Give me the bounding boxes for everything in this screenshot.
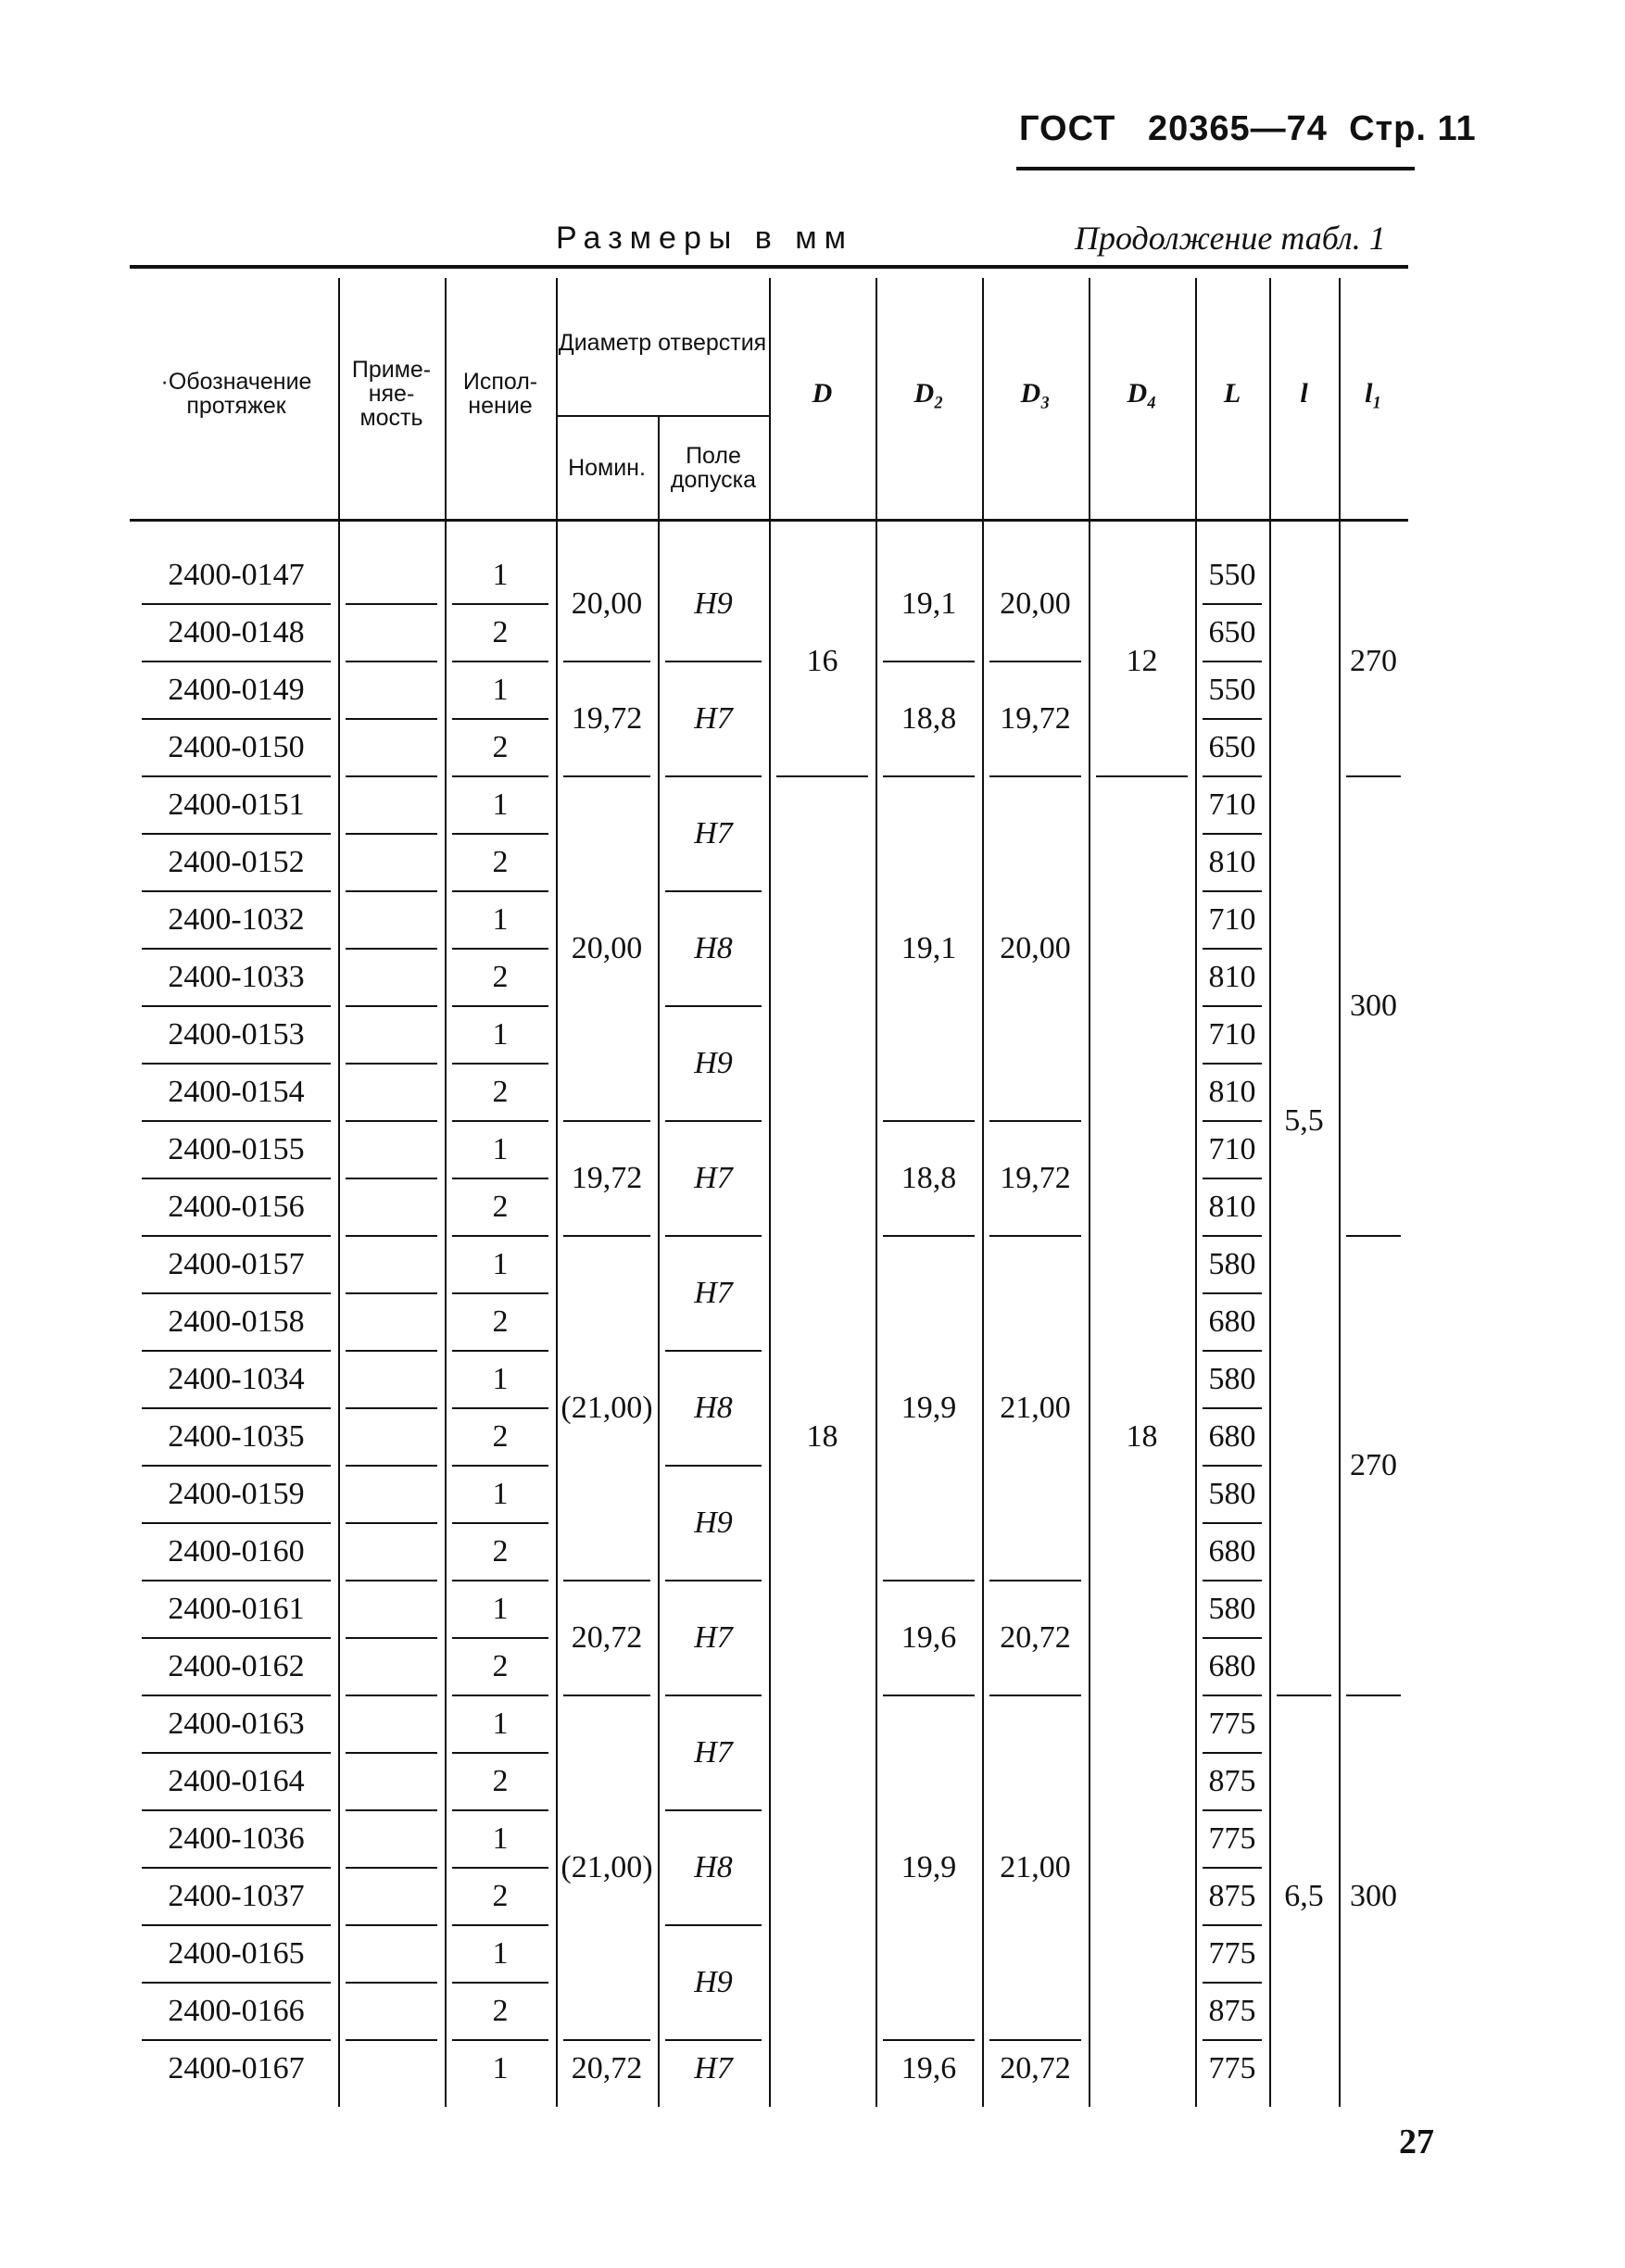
l1-merged-cell: 300	[1350, 1879, 1397, 1913]
header-D2: D₂	[913, 378, 944, 409]
length-L-cell: 550	[1208, 558, 1256, 592]
d-merged-cell: 16	[806, 644, 838, 678]
row-rule	[346, 1178, 437, 1179]
designation-cell: 2400-0167	[168, 2051, 305, 2085]
document-header	[1019, 109, 1477, 149]
d3-merged-cell: 20,72	[1000, 2051, 1071, 2085]
length-L-cell: 650	[1208, 615, 1256, 649]
tolerance-merged-cell: H7	[694, 816, 733, 850]
version-cell: 1	[492, 1477, 509, 1511]
page-label: Стр. 11	[1349, 109, 1477, 148]
header-version: Испол- нение	[462, 369, 538, 419]
row-rule	[346, 1982, 437, 1984]
row-rule	[346, 1120, 437, 1122]
standard-label: ГОСТ	[1019, 109, 1116, 148]
designation-cell: 2400-0161	[168, 1592, 305, 1626]
header-applicability: Приме- няе- мость	[351, 357, 432, 431]
designation-cell: 2400-0162	[168, 1649, 305, 1683]
length-L-cell: 875	[1208, 1879, 1256, 1913]
length-L-cell: 810	[1208, 960, 1256, 994]
d2-merged-cell: 19,1	[901, 931, 957, 965]
tolerance-merged-cell: H7	[694, 1620, 733, 1655]
row-rule	[346, 1063, 437, 1065]
length-L-cell: 680	[1208, 1304, 1256, 1339]
header-tolerance: Поле допуска	[670, 443, 757, 493]
length-L-cell: 550	[1208, 673, 1256, 707]
version-cell: 2	[492, 1190, 509, 1224]
tolerance-merged-cell: H7	[694, 701, 733, 736]
length-L-cell: 810	[1208, 845, 1256, 879]
designation-cell: 2400-0147	[168, 558, 305, 592]
row-rule	[346, 1350, 437, 1352]
row-rule	[346, 1867, 437, 1869]
d2-merged-cell: 19,6	[901, 1620, 957, 1655]
row-rule	[346, 1924, 437, 1926]
version-cell: 1	[492, 1362, 509, 1396]
row-rule	[346, 2039, 437, 2041]
tolerance-merged-cell: H9	[694, 1506, 733, 1540]
designation-cell: 2400-0163	[168, 1707, 305, 1741]
length-L-cell: 710	[1208, 1132, 1256, 1166]
d2-merged-cell: 19,9	[901, 1391, 957, 1425]
nominal-merged-cell: 19,72	[571, 1161, 643, 1195]
length-L-cell: 810	[1208, 1190, 1256, 1224]
row-rule	[346, 1235, 437, 1237]
designation-cell: 2400-0160	[168, 1534, 305, 1569]
row-rule	[346, 1407, 437, 1409]
length-L-cell: 810	[1208, 1075, 1256, 1109]
length-L-cell: 580	[1208, 1362, 1256, 1396]
d4-merged-cell: 18	[1126, 1419, 1158, 1454]
d3-merged-cell: 21,00	[1000, 1391, 1071, 1425]
row-rule	[346, 661, 437, 662]
header-hole-diameter: Диаметр отверстия	[558, 330, 767, 356]
row-rule	[346, 948, 437, 950]
version-cell: 2	[492, 1304, 509, 1339]
l-merged-cell: 5,5	[1284, 1103, 1324, 1138]
d3-merged-cell: 19,72	[1000, 1161, 1071, 1195]
version-cell: 1	[492, 673, 509, 707]
l1-merged-cell: 270	[1350, 1448, 1397, 1482]
length-L-cell: 775	[1208, 1821, 1256, 1856]
version-cell: 2	[492, 1994, 509, 2028]
l1-merged-cell: 300	[1350, 989, 1397, 1023]
designation-cell: 2400-1034	[168, 1362, 305, 1396]
version-cell: 2	[492, 1764, 509, 1798]
row-rule	[346, 1695, 437, 1696]
d3-merged-cell: 20,00	[1000, 586, 1071, 621]
length-L-cell: 710	[1208, 902, 1256, 937]
nominal-merged-cell: (21,00)	[561, 1391, 653, 1425]
tolerance-merged-cell: H9	[694, 586, 733, 621]
row-rule	[346, 1752, 437, 1754]
tolerance-merged-cell: H8	[694, 1391, 733, 1425]
designation-cell: 2400-0155	[168, 1132, 305, 1166]
d3-merged-cell: 20,72	[1000, 1620, 1071, 1655]
designation-cell: 2400-1032	[168, 902, 305, 937]
tolerance-merged-cell: H7	[694, 1735, 733, 1770]
d2-merged-cell: 18,8	[901, 1161, 957, 1195]
designation-cell: 2400-0164	[168, 1764, 305, 1798]
header-D4: D₄	[1127, 378, 1157, 409]
version-cell: 1	[492, 1936, 509, 1971]
version-cell: 1	[492, 1017, 509, 1052]
tolerance-merged-cell: H8	[694, 931, 733, 965]
version-cell: 2	[492, 1075, 509, 1109]
version-cell: 2	[492, 845, 509, 879]
designation-cell: 2400-0156	[168, 1190, 305, 1224]
nominal-merged-cell: (21,00)	[561, 1850, 653, 1884]
designation-cell: 2400-0159	[168, 1477, 305, 1511]
row-rule	[346, 1580, 437, 1581]
version-cell: 1	[492, 1707, 509, 1741]
designation-cell: 2400-0165	[168, 1936, 305, 1971]
tolerance-merged-cell: H7	[694, 2051, 733, 2085]
units-caption: Размеры в мм	[556, 220, 854, 256]
row-rule	[346, 1637, 437, 1639]
version-cell: 1	[492, 1247, 509, 1281]
row-rule	[346, 1005, 437, 1007]
designation-cell: 2400-0153	[168, 1017, 305, 1052]
column-separator	[338, 278, 340, 2107]
tolerance-merged-cell: H8	[694, 1850, 733, 1884]
nominal-merged-cell: 20,00	[571, 586, 643, 621]
length-L-cell: 775	[1208, 2051, 1256, 2085]
tolerance-merged-cell: H9	[694, 1046, 733, 1080]
designation-cell: 2400-1035	[168, 1419, 305, 1454]
version-cell: 1	[492, 1821, 509, 1856]
nominal-merged-cell: 20,72	[571, 1620, 643, 1655]
header-nominal: Номин.	[568, 455, 646, 481]
length-L-cell: 775	[1208, 1936, 1256, 1971]
length-L-cell: 580	[1208, 1477, 1256, 1511]
d2-merged-cell: 19,6	[901, 2051, 957, 2085]
designation-cell: 2400-0157	[168, 1247, 305, 1281]
length-L-cell: 775	[1208, 1707, 1256, 1741]
d3-merged-cell: 21,00	[1000, 1850, 1071, 1884]
l1-merged-cell: 270	[1350, 644, 1397, 678]
version-cell: 1	[492, 1592, 509, 1626]
row-rule	[346, 603, 437, 605]
version-cell: 1	[492, 902, 509, 937]
tolerance-merged-cell: H7	[694, 1276, 733, 1310]
designation-cell: 2400-0152	[168, 845, 305, 879]
designation-cell: 2400-0150	[168, 730, 305, 764]
length-L-cell: 875	[1208, 1994, 1256, 2028]
length-L-cell: 710	[1208, 1017, 1256, 1052]
header-rule	[1016, 167, 1415, 170]
d2-merged-cell: 19,9	[901, 1850, 957, 1884]
length-L-cell: 875	[1208, 1764, 1256, 1798]
length-L-cell: 580	[1208, 1592, 1256, 1626]
version-cell: 2	[492, 1534, 509, 1569]
version-cell: 1	[492, 558, 509, 592]
row-rule	[346, 1522, 437, 1524]
version-cell: 2	[492, 960, 509, 994]
length-L-cell: 710	[1208, 788, 1256, 822]
tolerance-merged-cell: H7	[694, 1161, 733, 1195]
d2-merged-cell: 18,8	[901, 701, 957, 736]
diameter-subrule	[556, 415, 769, 417]
nominal-merged-cell: 20,72	[571, 2051, 643, 2085]
version-cell: 2	[492, 1419, 509, 1454]
length-L-cell: 580	[1208, 1247, 1256, 1281]
l-merged-cell: 6,5	[1284, 1879, 1324, 1913]
row-rule	[346, 775, 437, 777]
d4-merged-cell: 12	[1126, 644, 1158, 678]
nominal-merged-cell: 20,00	[571, 931, 643, 965]
tolerance-merged-cell: H9	[694, 1965, 733, 1999]
designation-cell: 2400-1033	[168, 960, 305, 994]
version-cell: 1	[492, 1132, 509, 1166]
row-rule	[346, 890, 437, 892]
designation-cell: 2400-0154	[168, 1075, 305, 1109]
header-D: D	[812, 378, 833, 409]
designation-cell: 2400-0166	[168, 1994, 305, 2028]
row-rule	[346, 1465, 437, 1467]
designation-cell: 2400-0158	[168, 1304, 305, 1339]
d3-merged-cell: 19,72	[1000, 701, 1071, 736]
designation-cell: 2400-1036	[168, 1821, 305, 1856]
continuation-caption: Продолжение табл. 1	[1075, 220, 1386, 257]
row-rule	[346, 1292, 437, 1294]
length-L-cell: 650	[1208, 730, 1256, 764]
header-D3: D₃	[1020, 378, 1051, 409]
d-merged-cell: 18	[806, 1419, 838, 1454]
d2-merged-cell: 19,1	[901, 586, 957, 621]
header-l1: l₁	[1365, 378, 1382, 409]
version-cell: 2	[492, 1879, 509, 1913]
row-rule	[346, 1809, 437, 1811]
version-cell: 2	[492, 1649, 509, 1683]
d3-merged-cell: 20,00	[1000, 931, 1071, 965]
table-top-rule	[130, 265, 1408, 269]
header-designation: ·Обозначение протяжек	[160, 369, 312, 419]
length-L-cell: 680	[1208, 1534, 1256, 1569]
version-cell: 2	[492, 615, 509, 649]
designation-cell: 2400-1037	[168, 1879, 305, 1913]
row-rule	[346, 718, 437, 720]
page-number: 27	[1399, 2123, 1434, 2161]
designation-cell: 2400-0149	[168, 673, 305, 707]
header-l: l	[1300, 378, 1308, 409]
version-cell: 1	[492, 2051, 509, 2085]
designation-cell: 2400-0148	[168, 615, 305, 649]
designation-cell: 2400-0151	[168, 788, 305, 822]
header-L: L	[1223, 378, 1241, 409]
length-L-cell: 680	[1208, 1419, 1256, 1454]
version-cell: 2	[492, 730, 509, 764]
standard-number: 20365—74	[1148, 109, 1328, 148]
nominal-merged-cell: 19,72	[571, 701, 643, 736]
row-rule	[346, 833, 437, 835]
version-cell: 1	[492, 788, 509, 822]
length-L-cell: 680	[1208, 1649, 1256, 1683]
